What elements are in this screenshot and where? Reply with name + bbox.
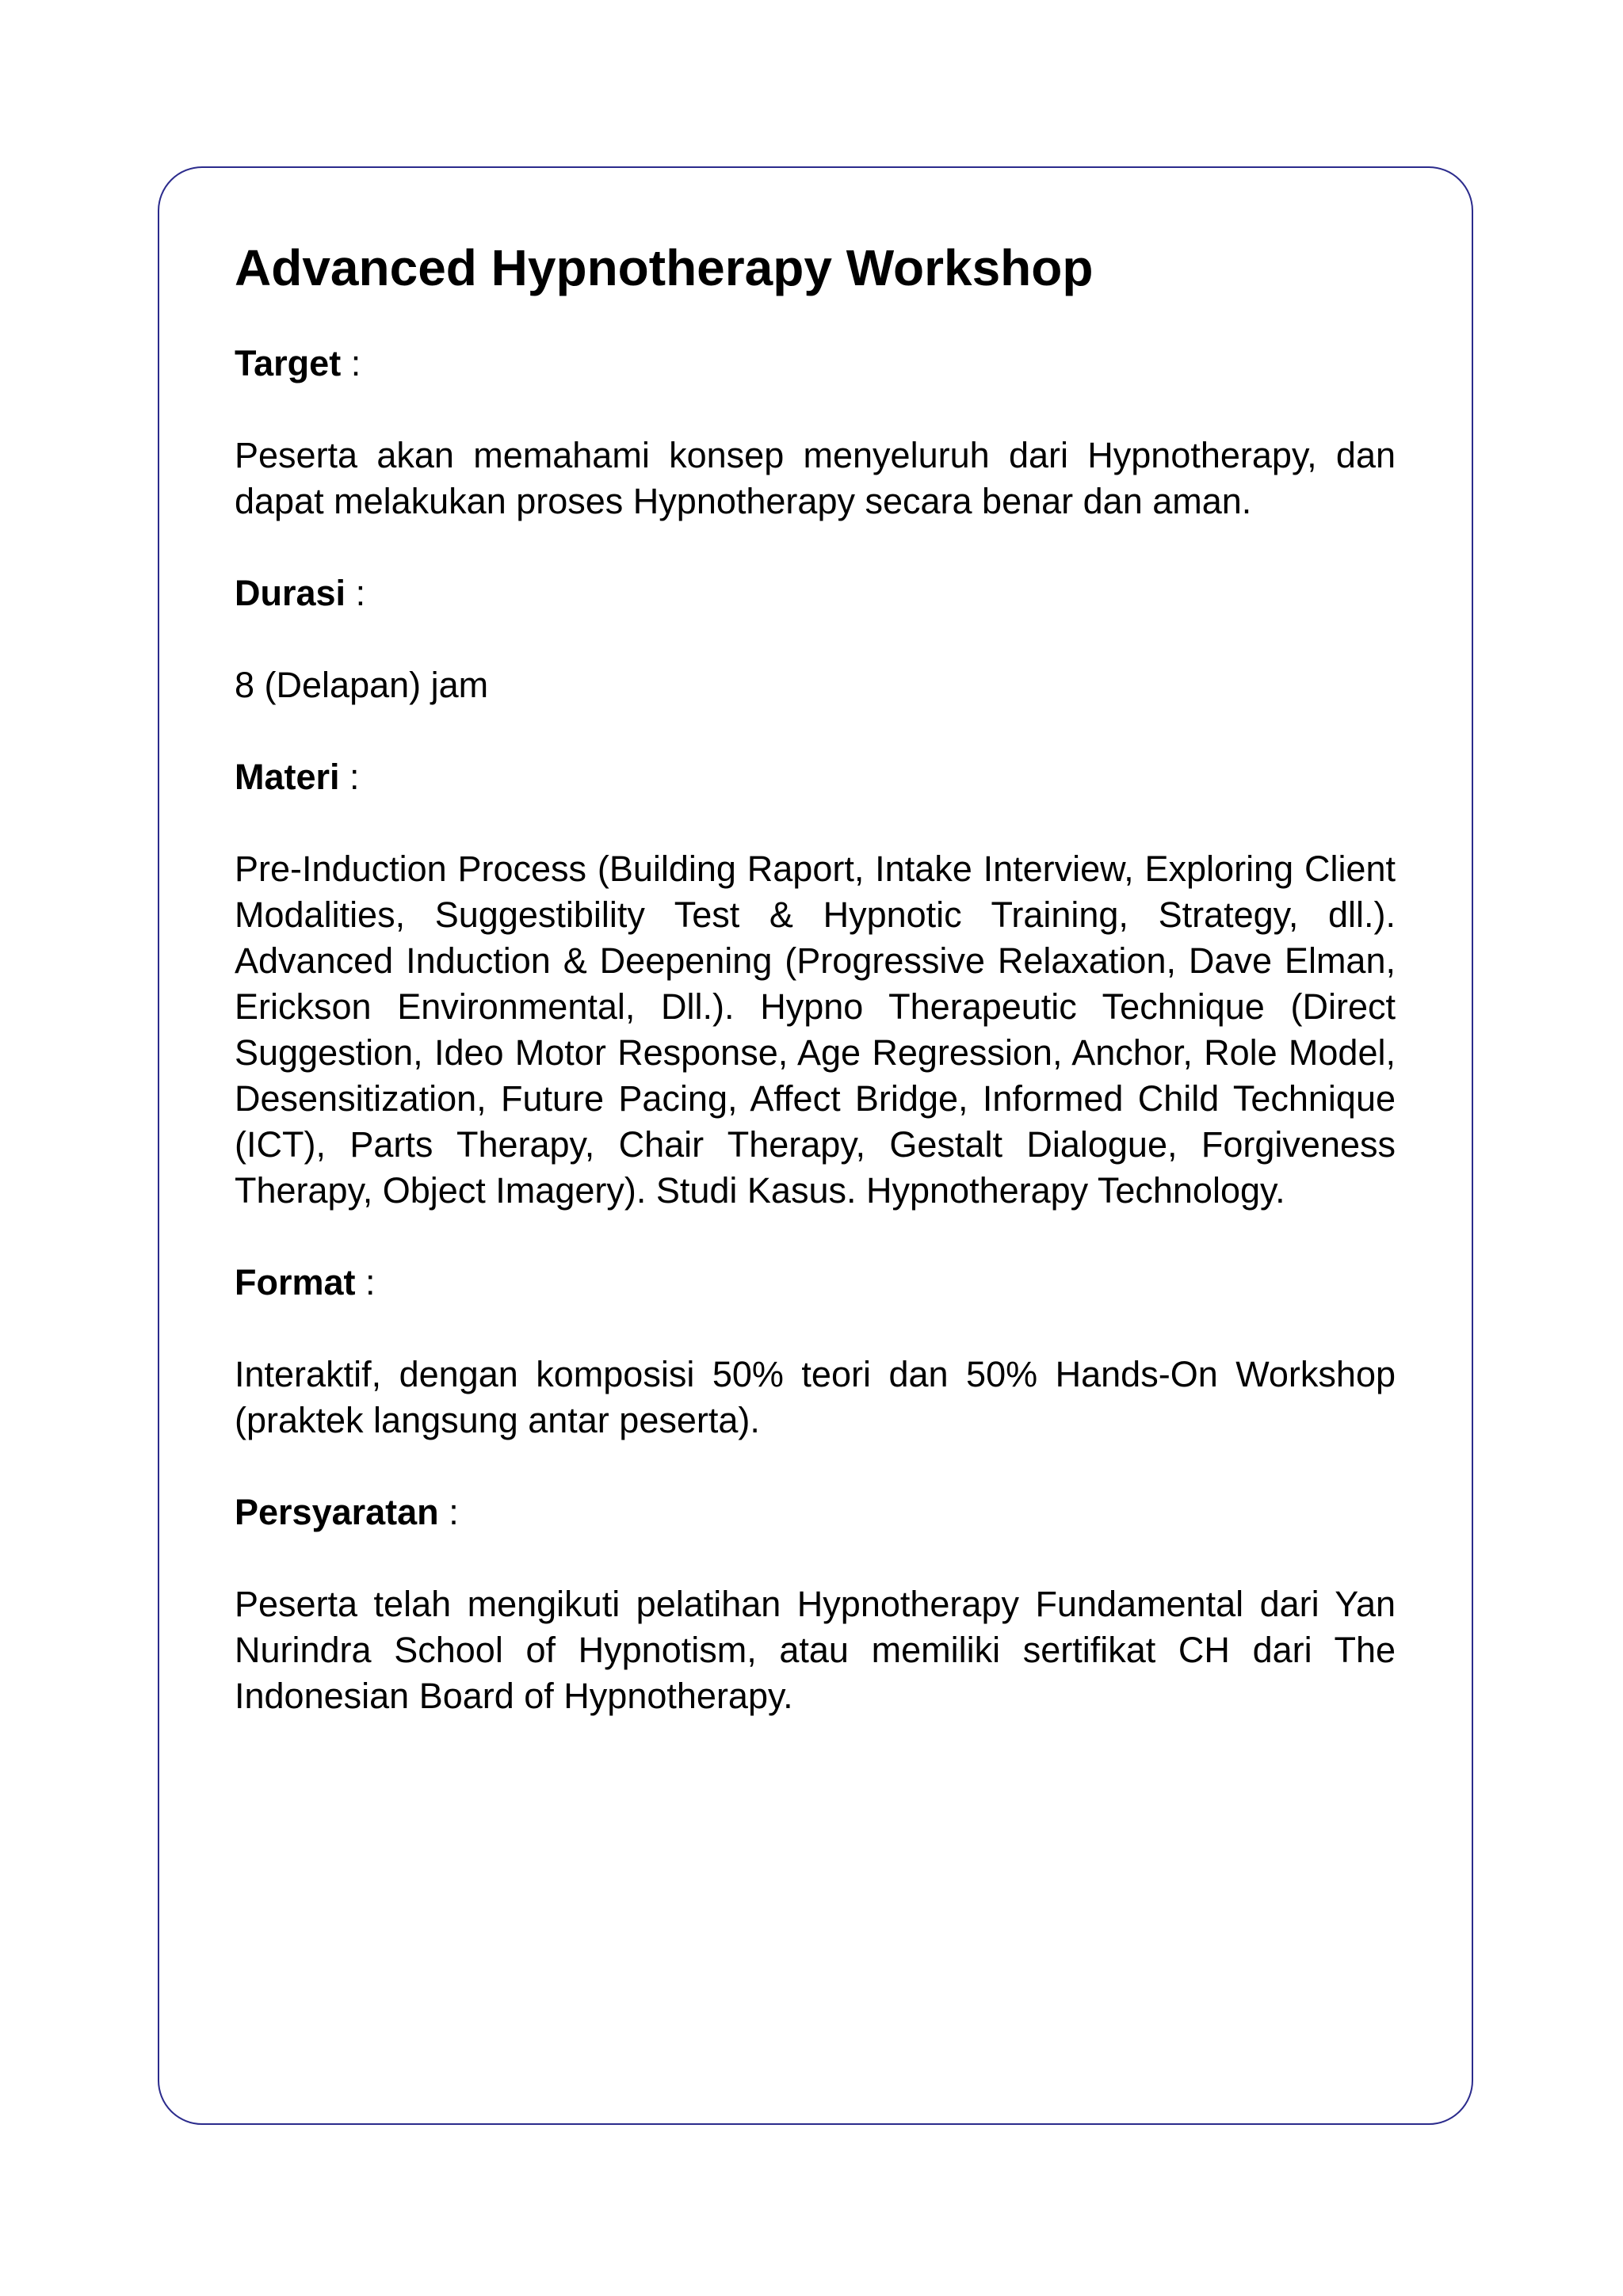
section-heading-format	[235, 1260, 1396, 1306]
section-text-format: Interaktif, dengan komposisi 50% teori dan 50% Hands-On Workshop (praktek langsung antar peserta).	[235, 1353, 1396, 1440]
section-label: Durasi	[235, 572, 346, 613]
section-label: Format	[235, 1261, 356, 1302]
section-durasi	[235, 570, 1396, 708]
label-colon: :	[355, 1261, 376, 1302]
label-colon: :	[438, 1491, 459, 1532]
section-text-target: Peserta akan memahami konsep menyeluruh dari Hypnotherapy, dan dapat melakukan proses Hypnotherapy secara benar dan aman.	[235, 434, 1396, 521]
section-heading-durasi	[235, 570, 1396, 616]
label-colon: :	[341, 342, 361, 383]
label-colon: :	[346, 572, 366, 613]
section-heading-persyaratan	[235, 1489, 1396, 1535]
section-text-persyaratan: Peserta telah mengikuti pelatihan Hypnotherapy Fundamental dari Yan Nurindra School of Hypnotism, atau memiliki sertifikat CH dari The Indonesian Board of Hypnotherapy.	[235, 1583, 1396, 1716]
label-colon: :	[339, 756, 360, 797]
document-content	[235, 239, 1396, 1765]
section-label: Materi	[235, 756, 340, 797]
document-card	[158, 166, 1473, 2125]
document-title: Advanced Hypnotherapy Workshop	[235, 239, 1094, 296]
section-label: Target	[235, 342, 342, 383]
section-materi	[235, 754, 1396, 1214]
section-text-materi: Pre-Induction Process (Building Raport, Intake Interview, Exploring Client Modalities, Suggestibility Test & Hypnotic Training, Strategy, dll.). Advanced Induction & Deepening (Progressive Relaxation, Dave Elman, Erickson Environmental, Dll.). Hypno Therapeutic Technique (Direct Suggestion, Ideo Motor Response, Age Regression, Anchor, Role Model, Desensitization, Future Pacing, Affect Bridge, Informed Child Technique (ICT), Parts Therapy, Chair Therapy, Gestalt Dialogue, Forgiveness Therapy, Object Imagery). Studi Kasus. Hypnotherapy Technology.	[235, 848, 1396, 1211]
section-heading-target	[235, 341, 1396, 387]
section-persyaratan	[235, 1489, 1396, 1719]
section-format	[235, 1260, 1396, 1444]
section-label: Persyaratan	[235, 1491, 439, 1532]
section-text-durasi: 8 (Delapan) jam	[235, 664, 489, 705]
section-target	[235, 341, 1396, 524]
section-heading-materi	[235, 754, 1396, 800]
